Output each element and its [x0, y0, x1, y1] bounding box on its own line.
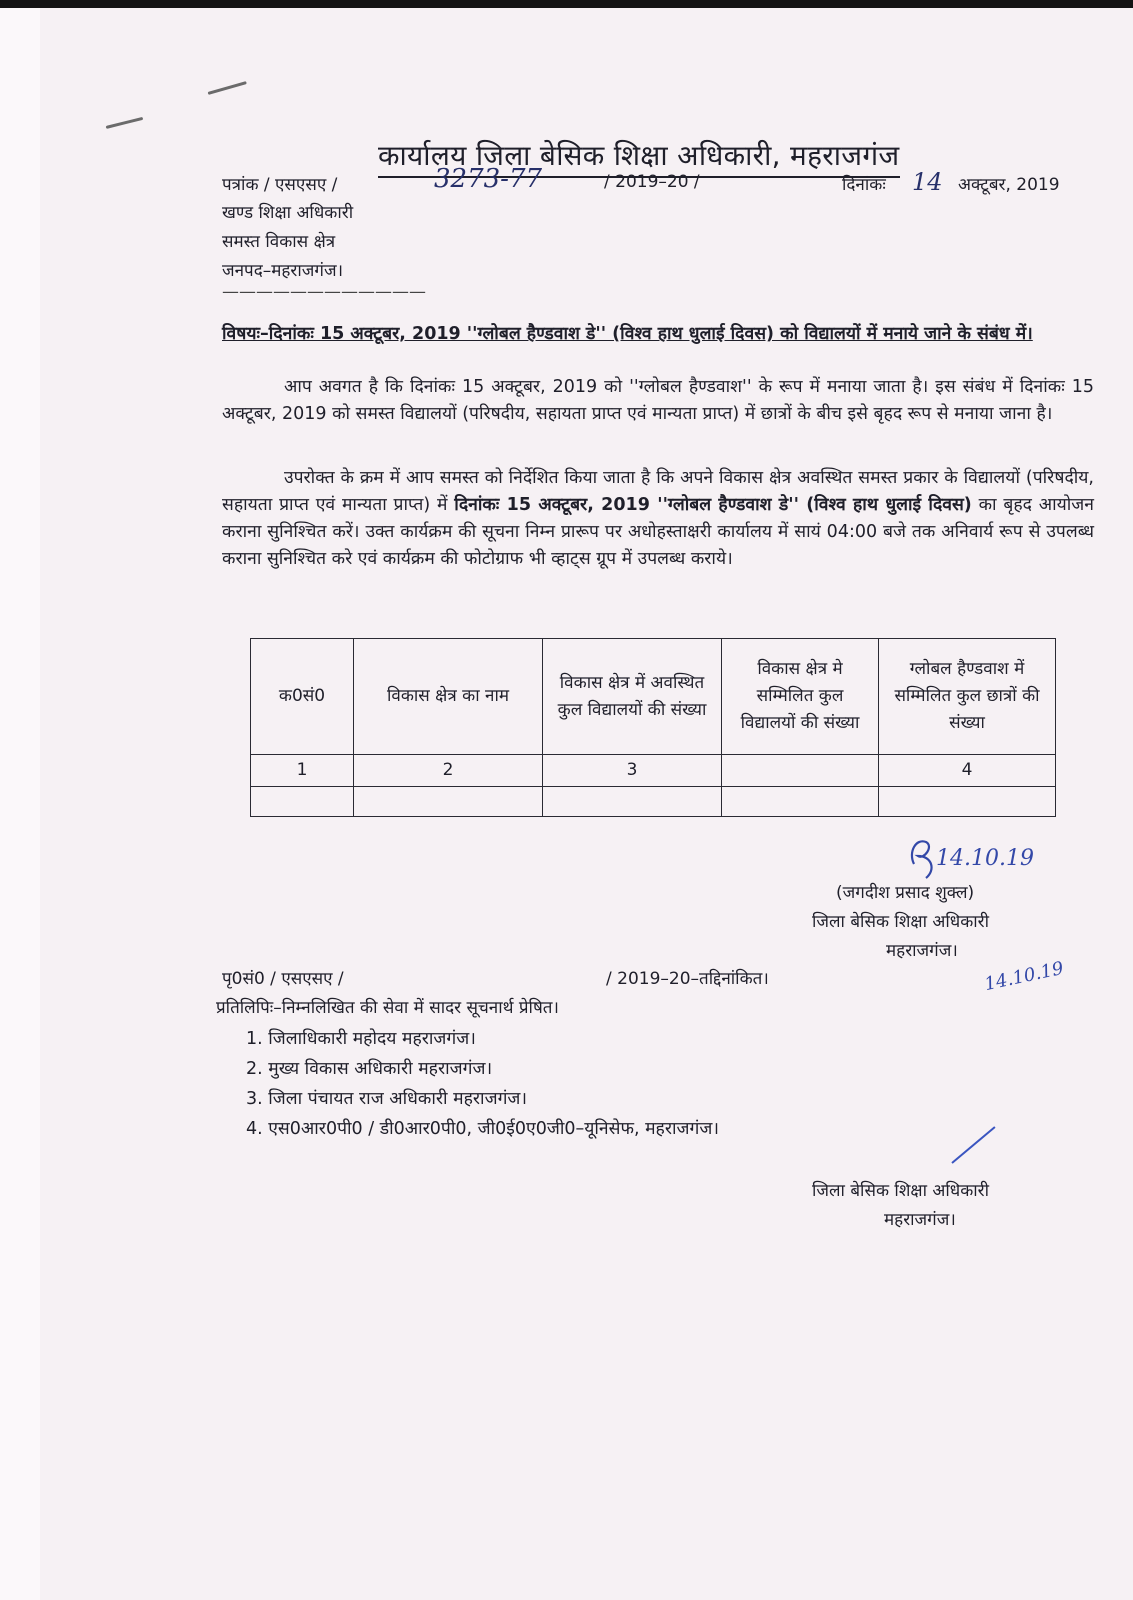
letter-prefix: पत्रांक / एसएसए / — [222, 175, 338, 195]
receipt-date-handwritten: 14.10.19 — [982, 957, 1066, 996]
table-header: विकास क्षेत्र में अवस्थित कुल विद्यालयों की संख्या — [543, 639, 722, 755]
endorsement-ref-prefix: पृ0सं0 / एसएसए / — [222, 969, 344, 989]
officer-designation: जिला बेसिक शिक्षा अधिकारी — [812, 1181, 990, 1201]
table-row — [251, 787, 1056, 817]
report-format-table — [250, 638, 1056, 817]
table-cell — [543, 787, 722, 817]
body-paragraph-2 — [222, 465, 1094, 573]
table-header: विकास क्षेत्र का नाम — [354, 639, 543, 755]
letter-year: / 2019–20 / — [604, 172, 700, 192]
recipient-line: खण्ड शिक्षा अधिकारी — [222, 203, 354, 223]
office-title: कार्यालय जिला बेसिक शिक्षा अधिकारी, महराजगंज — [378, 136, 900, 178]
copy-recipient: 4. एस0आर0पी0 / डी0आर0पी0, जी0ई0ए0जी0–यूनिसेफ, महराजगंज। — [246, 1119, 719, 1139]
table-cell: 3 — [543, 755, 722, 787]
table-cell: 2 — [354, 755, 543, 787]
table-header: विकास क्षेत्र मे सम्मिलित कुल विद्यालयों की संख्या — [722, 639, 879, 755]
signature-stroke — [951, 1126, 995, 1164]
date-day-handwritten: 14 — [912, 168, 943, 196]
table-cell — [879, 787, 1056, 817]
body-paragraph-1: आप अवगत है कि दिनांकः 15 अक्टूबर, 2019 को ''ग्लोबल हैण्डवाश'' के रूप में मनाया जाता है। इस संबंध में दिनांकः 15 अक्टूबर, 2019 को समस्त विद्यालयों (परिषदीय, सहायता प्राप्त एवं मान्यता प्राप्त) में छात्रों के बीच इसे बृहद रूप से मनाया जाना है। — [222, 377, 1094, 424]
officer-designation: जिला बेसिक शिक्षा अधिकारी — [812, 912, 990, 932]
table-cell — [251, 787, 354, 817]
subject-line: विषयः–दिनांकः 15 अक्टूबर, 2019 ''ग्लोबल हैण्डवाश डे'' (विश्व हाथ धुलाई दिवस) को विद्यालयों में मनाये जाने के संबंध में। — [222, 324, 1033, 344]
recipient-line: समस्त विकास क्षेत्र — [222, 232, 336, 252]
table-header: क0सं0 — [251, 639, 354, 755]
letter-number-handwritten: 3273-77 — [434, 164, 543, 194]
table-header: ग्लोबल हैण्डवाश में सम्मिलित कुल छात्रों की संख्या — [879, 639, 1056, 755]
endorsement-ref-suffix: / 2019–20–तद्दिनांकित। — [606, 969, 769, 989]
staple-mark — [208, 81, 247, 95]
date-rest: अक्टूबर, 2019 — [958, 175, 1060, 195]
scan-top-edge — [0, 0, 1133, 8]
table-cell: 4 — [879, 755, 1056, 787]
para2-text: उपरोक्त के क्रम में आप समस्त को निर्देशित किया जाता है कि अपने विकास क्षेत्र अवस्थित समस्त प्रकार के विद्यालयों (परिषदीय, सहायता प्राप्त एवं मान्यता प्राप्त) में — [222, 468, 1094, 515]
para2-text: का बृहद आयोजन कराना सुनिश्चित करें। उक्त कार्यक्रम की सूचना निम्न प्रारूप पर अधोहस्ताक्षरी कार्यालय में सायं 04:00 बजे तक अनिवार्य रूप से उपलब्ध कराना सुनिश्चित करे एवं कार्यक्रम की फोटोग्राफ भी व्हाट्स ग्रूप में उपलब्ध कराये। — [222, 495, 1094, 569]
table-row — [251, 755, 1056, 787]
copy-recipient: 3. जिला पंचायत राज अधिकारी महराजगंज। — [246, 1089, 528, 1109]
officer-name: (जगदीश प्रसाद शुक्ल) — [836, 883, 975, 903]
copy-recipient: 2. मुख्य विकास अधिकारी महराजगंज। — [246, 1059, 493, 1079]
staple-mark — [106, 117, 144, 129]
signature-date-handwritten: 14.10.19 — [936, 846, 1034, 871]
officer-place: महराजगंज। — [884, 1210, 956, 1230]
table-header-row — [251, 639, 1056, 755]
para2-bold: दिनांकः 15 अक्टूबर, 2019 ''ग्लोबल हैण्डवाश डे'' (विश्व हाथ धुलाई दिवस) — [454, 495, 972, 515]
table-cell — [722, 787, 879, 817]
recipient-line: जनपद–महराजगंज। — [222, 261, 344, 281]
table-cell — [354, 787, 543, 817]
copy-line: प्रतिलिपिः–निम्नलिखित की सेवा में सादर सूचनार्थ प्रेषित। — [216, 998, 559, 1018]
recipient-divider: ———————————— — [222, 282, 426, 302]
date-label: दिनांकः — [842, 175, 886, 195]
table-cell — [722, 755, 879, 787]
officer-place: महराजगंज। — [886, 941, 958, 961]
scan-left-margin — [0, 8, 40, 1600]
copy-recipient: 1. जिलाधिकारी महोदय महराजगंज। — [246, 1029, 476, 1049]
table-cell: 1 — [251, 755, 354, 787]
